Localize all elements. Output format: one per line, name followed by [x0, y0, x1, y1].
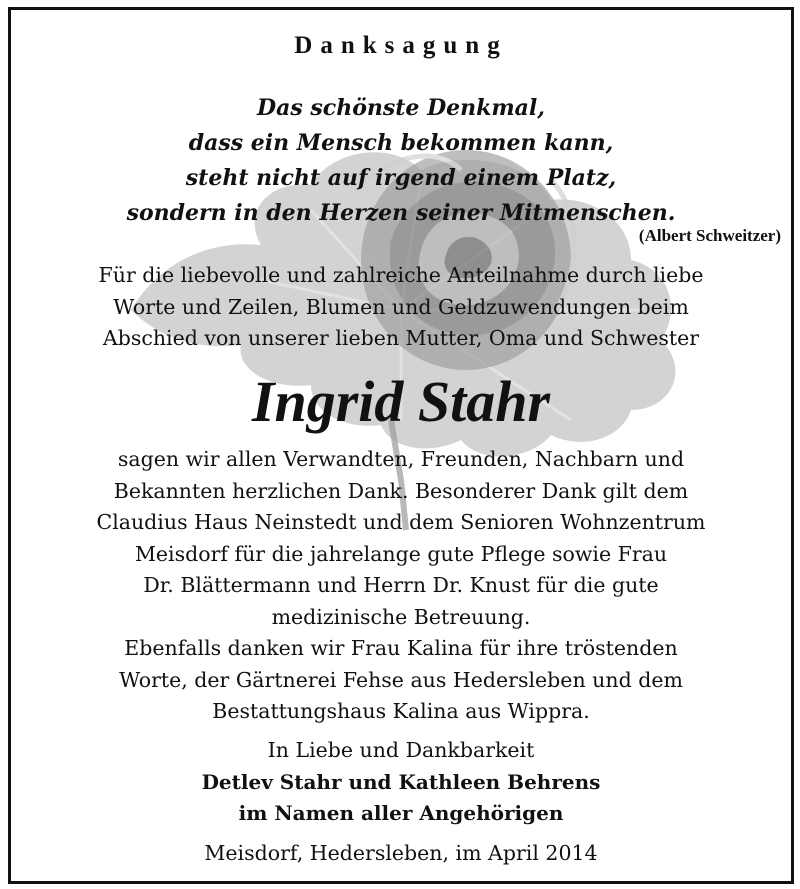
intro-paragraph — [11, 260, 791, 355]
signatory-line: im Namen aller Angehörigen — [238, 801, 564, 825]
thanks-line: Ebenfalls danken wir Frau Kalina für ihre tröstenden — [124, 636, 678, 660]
thanks-line: Worte, der Gärtnerei Fehse aus Hedersleben und dem — [119, 667, 683, 692]
quote-author: (Albert Schweitzer) — [638, 226, 781, 245]
quote-line: dass ein Mensch bekommen kann, — [188, 130, 614, 156]
intro-line: Worte und Zeilen, Blumen und Geldzuwendungen beim — [113, 294, 689, 319]
thanks-line: Claudius Haus Neinstedt und dem Senioren Wohnzentrum — [96, 510, 706, 534]
thanks-line: Bekannten herzlichen Dank. Besonderer Dank gilt dem — [113, 478, 689, 503]
quote-line: steht nicht auf irgend einem Platz, — [185, 165, 617, 191]
thanks-line: Meisdorf für die jahrelange gute Pflege sowie Frau — [134, 541, 668, 566]
deceased-name: Ingrid Stahr — [251, 369, 551, 434]
thanks-line: medizinische Betreuung. — [271, 604, 531, 629]
quote-block — [11, 91, 791, 231]
signatories — [11, 767, 791, 829]
obituary-frame — [8, 7, 794, 884]
thanks-paragraph — [11, 444, 791, 728]
signatory-line: Detlev Stahr und Kathleen Behrens — [201, 770, 601, 794]
place-date: Meisdorf, Hedersleben, im April 2014 — [204, 841, 598, 865]
intro-line: Abschied von unserer lieben Mutter, Oma und Schwester — [102, 326, 700, 350]
intro-line: Für die liebevolle und zahlreiche Anteilnahme durch liebe — [98, 263, 704, 287]
thanks-line: Dr. Blättermann und Herrn Dr. Knust für die gute — [143, 573, 659, 597]
thanks-line: Bestattungshaus Kalina aus Wippra. — [212, 699, 590, 723]
heading-title: Danksagung — [294, 32, 508, 59]
closing-line: In Liebe und Dankbarkeit — [267, 738, 535, 762]
quote-line: Das schönste Denkmal, — [257, 95, 545, 121]
thanks-line: sagen wir allen Verwandten, Freunden, Nachbarn und — [117, 447, 685, 471]
quote-line: sondern in den Herzen seiner Mitmenschen. — [126, 200, 676, 226]
